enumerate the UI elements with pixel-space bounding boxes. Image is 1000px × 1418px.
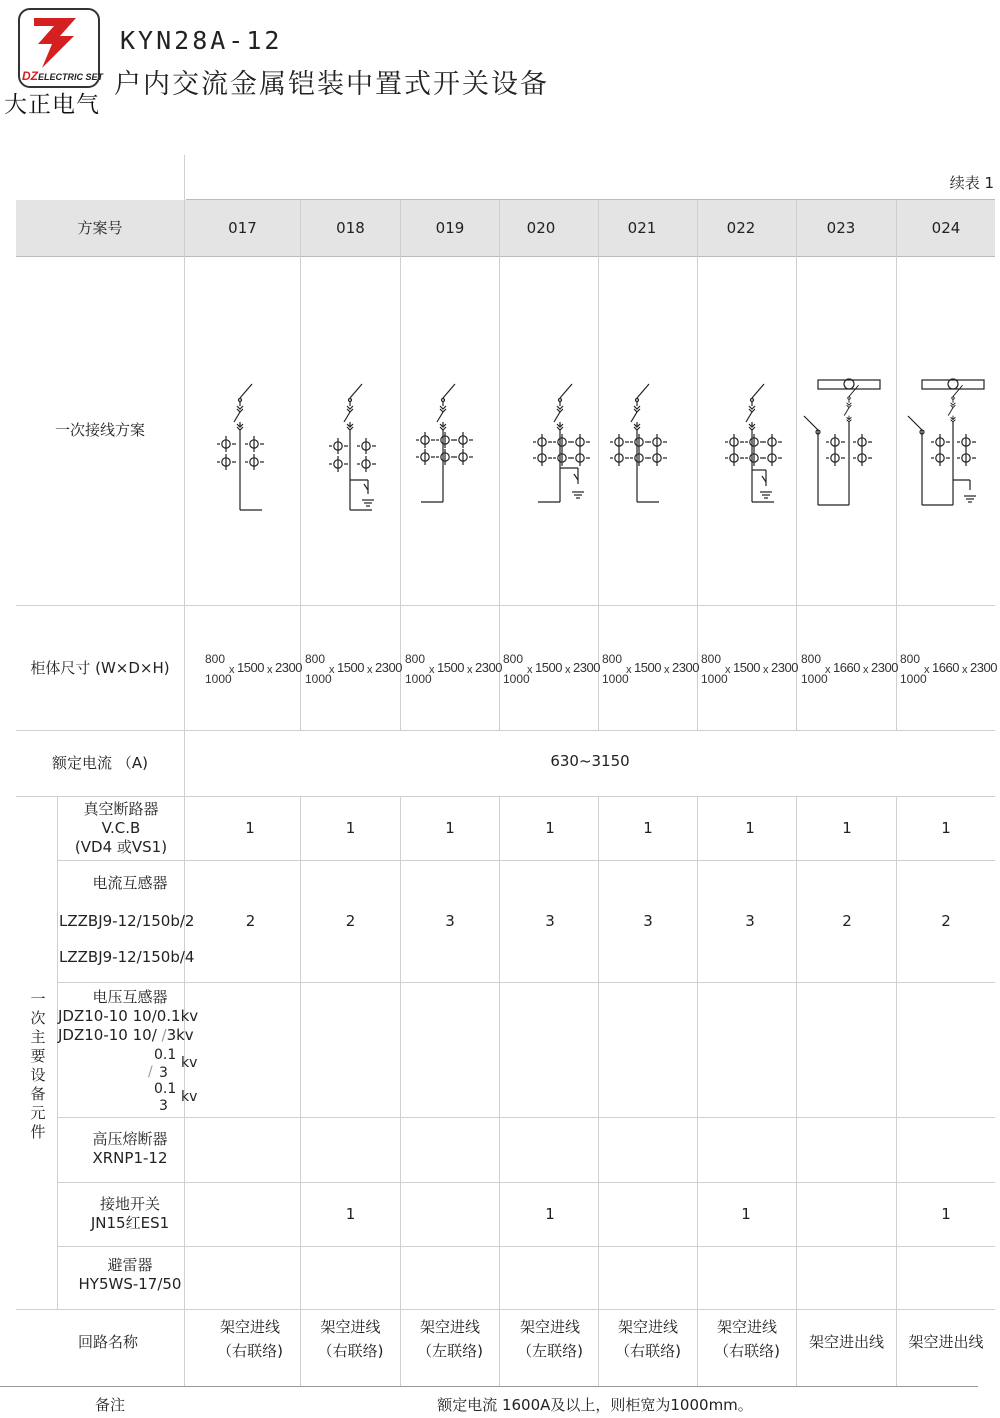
wiring-label: 一次接线方案	[54, 421, 145, 439]
header-scheme-label: 方案号	[77, 218, 123, 237]
ct-label: 电流互感器	[92, 874, 168, 892]
pt-frac2-unit: kv	[181, 1089, 198, 1105]
continuation-label: 续表 1	[949, 174, 994, 192]
logo-text: DZELECTRIC SET	[22, 69, 104, 83]
pt-frac1-root: /	[148, 1064, 153, 1080]
circuit-name: 架空进线 （右联络)	[714, 1318, 780, 1360]
scheme-number: 020	[526, 218, 556, 237]
arrester-label: 避雷器 HY5WS-17/50	[78, 1256, 182, 1293]
rule	[0, 1386, 978, 1387]
size-024: 800 1000 x 1660 x 2300	[900, 652, 997, 686]
pt-frac1-den: 3	[159, 1065, 168, 1081]
scheme-number: 023	[826, 218, 856, 237]
size-020: 800 1000 x 1500 x 2300	[503, 652, 600, 686]
scheme-number: 019	[435, 218, 465, 237]
scheme-number: 022	[726, 218, 756, 237]
circuit-name: 架空进线 （右联络)	[317, 1318, 384, 1360]
size-017: 800 1000 x 1500 x 2300	[205, 652, 302, 686]
diagram-023	[804, 379, 880, 505]
circuit-name: 架空进线 （左联络)	[417, 1318, 483, 1360]
pt-model-1: JDZ10-10 10/0.1kv	[58, 1007, 199, 1025]
circuit-name: 架空进线 （右联络)	[615, 1318, 681, 1360]
ct-value: 3	[643, 912, 653, 930]
company-logo	[18, 8, 104, 88]
vcb-value: 1	[445, 819, 455, 837]
ct-value: 2	[842, 912, 852, 930]
ct-value: 2	[941, 912, 951, 930]
fuse-label: 高压熔断器 XRNP1-12	[92, 1130, 168, 1167]
vcb-value: 1	[643, 819, 653, 837]
scheme-number: 021	[627, 218, 657, 237]
ct-value: 3	[745, 912, 755, 930]
es-value: 1	[545, 1205, 555, 1223]
vcb-value: 1	[245, 819, 255, 837]
group-label: 一次主要设备元件	[30, 990, 46, 1141]
diagram-024	[908, 379, 984, 505]
circuit-name: 架空进出线	[808, 1332, 884, 1351]
es-label: 接地开关 JN15红ES1	[90, 1195, 170, 1232]
diagram-018	[329, 384, 376, 510]
ct-value: 3	[445, 912, 455, 930]
scheme-number: 024	[931, 218, 961, 237]
circuit-name: 架空进出线	[908, 1332, 984, 1351]
circuit-name: 架空进线 （右联络)	[217, 1318, 283, 1360]
vcb-value: 1	[345, 819, 356, 837]
ct-value: 2	[345, 912, 356, 930]
pt-frac1-unit: kv	[181, 1055, 198, 1071]
diagram-017	[217, 384, 264, 510]
vcb-value: 1	[745, 819, 755, 837]
pt-frac2-den: 3	[159, 1098, 168, 1114]
size-019: 800 1000 x 1500 x 2300	[405, 652, 502, 686]
diagram-022	[725, 384, 782, 502]
size-021: 800 1000 x 1500 x 2300	[602, 652, 699, 686]
rule	[58, 982, 995, 983]
product-title: 户内交流金属铠装中置式开关设备	[114, 69, 549, 100]
brand-name: 大正电气	[4, 92, 100, 118]
es-value: 1	[741, 1205, 751, 1223]
ct-value: 2	[245, 912, 256, 930]
size-023: 800 1000 x 1660 x 2300	[801, 652, 898, 686]
ct-model-4: LZZBJ9-12/150b/4	[59, 948, 195, 966]
current-label: 额定电流 （A)	[52, 754, 148, 772]
diagram-020	[533, 384, 590, 502]
scheme-number: 017	[228, 218, 257, 237]
wiring-diagrams	[185, 257, 995, 605]
size-022: 800 1000 x 1500 x 2300	[701, 652, 798, 686]
size-018: 800 1000 x 1500 x 2300	[305, 652, 402, 686]
rule	[58, 1117, 995, 1118]
pt-model-2: JDZ10-10 10/ /3kv	[58, 1026, 194, 1044]
size-label: 柜体尺寸 (W×D×H)	[30, 658, 170, 677]
note-label: 备注	[94, 1395, 125, 1414]
vcb-value: 1	[941, 819, 951, 837]
pt-label: 电压互感器	[92, 988, 168, 1006]
vcb-value: 1	[842, 819, 852, 837]
scheme-number: 018	[336, 218, 365, 237]
circuit-label: 回路名称	[77, 1332, 138, 1351]
current-value: 630~3150	[550, 751, 630, 770]
vcb-value: 1	[545, 819, 555, 837]
pt-frac1-num: 0.1	[154, 1047, 177, 1063]
pt-frac2-num: 0.1	[154, 1081, 177, 1097]
es-value: 1	[345, 1205, 356, 1223]
model-title: KYN28A-12	[120, 26, 283, 55]
es-value: 1	[941, 1205, 951, 1223]
circuit-name: 架空进线 （左联络)	[517, 1318, 583, 1360]
rule	[58, 1246, 995, 1247]
diagram-019	[416, 384, 473, 502]
ct-value: 3	[545, 912, 555, 930]
ct-model-2: LZZBJ9-12/150b/2	[59, 912, 195, 930]
note-text: 额定电流 1600A及以上，则柜宽为1000mm。	[437, 1395, 753, 1414]
diagram-021	[610, 384, 667, 502]
vcb-label: 真空断路器 V.C.B (VD4 或VS1)	[74, 800, 168, 856]
lightning-bolt-icon	[20, 10, 98, 70]
